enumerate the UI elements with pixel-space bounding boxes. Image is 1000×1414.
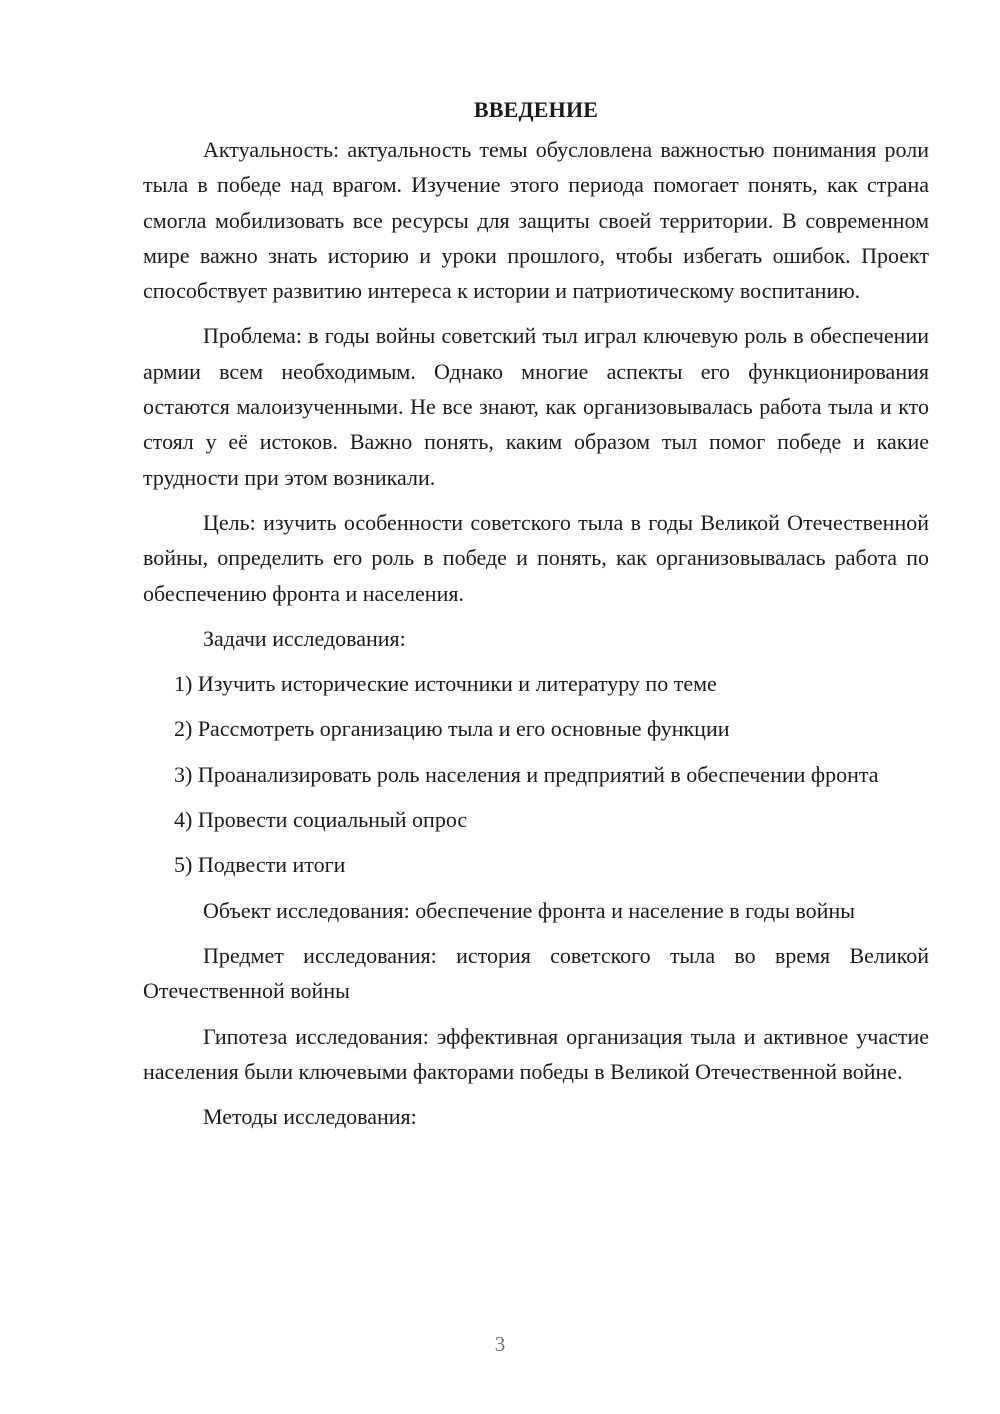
list-item: 4) Провести социальный опрос bbox=[174, 807, 468, 833]
tasks-title: Задачи исследования: bbox=[203, 625, 406, 651]
list-item: 1) Изучить исторические источники и литературу по теме bbox=[174, 671, 717, 697]
list-item: 5) Подвести итоги bbox=[174, 852, 346, 878]
list-item: 3) Проанализировать роль населения и предприятий в обеспечении фронта bbox=[174, 761, 879, 787]
relevance-paragraph: Актуальность: актуальность темы обусловлена важностью понимания роли тыла в победе над врагом. Изучение этого периода помогает понять, как страна смогла мобилизовать все ресурсы для защиты своей территории. В современном мире важно знать историю и уроки прошлого, чтобы избегать ошибок. Проект способствует развитию интереса к истории и патриотическому воспитанию. bbox=[143, 137, 929, 304]
goal-paragraph: Цель: изучить особенности советского тыла в годы Великой Отечественной войны, определить его роль в победе и понять, как организовывалась работа по обеспечению фронта и населения. bbox=[143, 509, 929, 606]
tasks-list bbox=[143, 666, 929, 882]
problem-paragraph: Проблема: в годы войны советский тыл играл ключевую роль в обеспечении армии всем необходимым. Однако многие аспекты его функционирования остаются малоизученными. Не все знают, как организовывалась работа тыла и кто стоял у её истоков. Важно понять, каким образом тыл помог победе и какие трудности при этом возникали. bbox=[143, 323, 929, 490]
page-number: 3 bbox=[494, 1332, 506, 1356]
object-paragraph: Объект исследования: обеспечение фронта и население в годы войны bbox=[203, 897, 855, 923]
page-content bbox=[143, 92, 929, 1134]
subject-paragraph: Предмет исследования: история советского тыла во время Великой Отечественной войны bbox=[143, 942, 929, 1004]
page-heading: ВВЕДЕНИЕ bbox=[473, 97, 599, 122]
methods-title: Методы исследования: bbox=[203, 1104, 417, 1130]
list-item: 2) Рассмотреть организацию тыла и его основные функции bbox=[174, 716, 730, 742]
hypothesis-paragraph: Гипотеза исследования: эффективная организация тыла и активное участие населения были ключевыми факторами победы в Великой Отечественной войне. bbox=[143, 1023, 929, 1084]
